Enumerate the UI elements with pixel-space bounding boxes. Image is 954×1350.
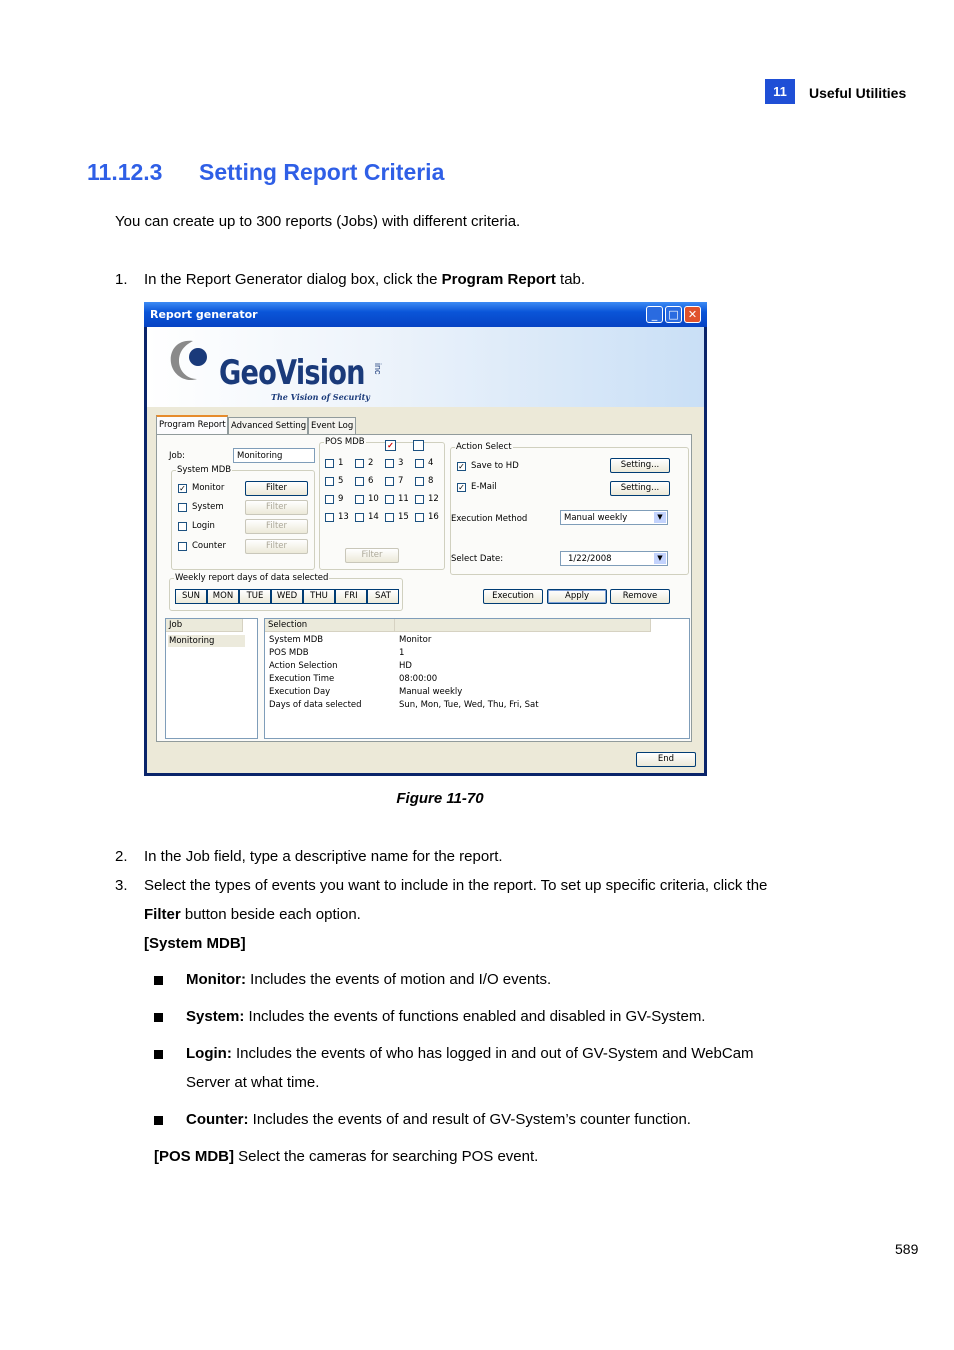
maximize-icon[interactable]: □ — [665, 306, 682, 323]
pos-camera-checkbox[interactable] — [355, 477, 364, 486]
pos-camera-checkbox[interactable] — [355, 459, 364, 468]
pos-camera-checkbox[interactable] — [385, 495, 394, 504]
bullet-icon — [154, 976, 163, 985]
logo-text: GeoVision — [219, 353, 365, 393]
bullet-login: Login: Includes the events of who has logged in and out of GV-System and WebCam — [186, 1045, 754, 1062]
chevron-down-icon[interactable]: ▼ — [654, 512, 666, 523]
monitor-filter-button[interactable]: Filter — [245, 481, 308, 496]
selection-list-header-value[interactable] — [395, 619, 651, 632]
weekly-days-group — [169, 573, 403, 611]
pos-camera-label: 9 — [338, 494, 344, 504]
counter-label: Counter — [192, 541, 226, 551]
pos-camera-checkbox[interactable] — [385, 477, 394, 486]
pos-camera-label: 5 — [338, 476, 344, 486]
chapter-number-badge: 11 — [765, 79, 795, 104]
pos-camera-checkbox[interactable] — [415, 459, 424, 468]
pos-camera-checkbox[interactable] — [325, 495, 334, 504]
apply-button[interactable]: Apply — [547, 589, 607, 604]
pos-camera-label: 3 — [398, 458, 404, 468]
selection-row-key: POS MDB — [269, 648, 309, 658]
system-mdb-heading: [System MDB] — [144, 935, 246, 952]
pos-camera-checkbox[interactable] — [415, 513, 424, 522]
program-report-panel — [156, 434, 692, 742]
bullet-login-continued: Server at what time. — [186, 1074, 320, 1091]
step-text: In the Job field, type a descriptive name for the report. — [144, 848, 503, 865]
pos-camera-checkbox[interactable] — [355, 513, 364, 522]
day-button-wed[interactable]: WED — [271, 589, 303, 604]
bullet-system: System: Includes the events of functions enabled and disabled in GV-System. — [186, 1008, 706, 1025]
step-2 — [115, 848, 503, 865]
end-button[interactable]: End — [636, 752, 696, 767]
job-list-header[interactable]: Job — [166, 619, 243, 632]
chevron-down-icon[interactable]: ▼ — [654, 553, 666, 564]
pos-camera-checkbox[interactable] — [385, 459, 394, 468]
logo-inc: inc — [373, 363, 383, 375]
section-heading — [87, 159, 444, 186]
day-button-sat[interactable]: SAT — [367, 589, 399, 604]
execution-method-select[interactable]: Manual weekly ▼ — [560, 510, 668, 525]
step-1 — [115, 271, 586, 288]
pos-camera-label: 13 — [338, 512, 349, 522]
job-list[interactable] — [165, 618, 258, 739]
pos-camera-label: 7 — [398, 476, 404, 486]
pos-camera-label: 4 — [428, 458, 434, 468]
minimize-icon[interactable]: _ — [646, 306, 663, 323]
remove-button[interactable]: Remove — [610, 589, 670, 604]
step-text: In the Report Generator dialog box, click the Program Report tab. — [144, 271, 586, 288]
counter-filter-button[interactable]: Filter — [245, 539, 308, 554]
close-icon[interactable]: ✕ — [684, 306, 701, 323]
pos-mdb-label: POS MDB — [325, 437, 365, 447]
action-select-label: Action Select — [456, 442, 512, 452]
selection-row-value: 1 — [399, 648, 405, 658]
pos-mdb-group — [319, 437, 445, 570]
section-number: 11.12.3 — [87, 159, 163, 185]
dialog-title: Report generator — [150, 308, 258, 321]
selection-row-key: Action Selection — [269, 661, 338, 671]
pos-camera-checkbox[interactable] — [325, 477, 334, 486]
action-select-group — [450, 442, 689, 575]
job-label: Job: — [169, 451, 185, 461]
pos-filter-button[interactable]: Filter — [345, 548, 399, 563]
figure-caption: Figure 11-70 — [396, 790, 484, 807]
select-date-label: Select Date: — [451, 554, 504, 564]
chapter-title: Useful Utilities — [809, 85, 907, 101]
pos-camera-label: 1 — [338, 458, 344, 468]
login-checkbox[interactable] — [178, 522, 187, 531]
select-date-picker[interactable]: 1/22/2008 ▼ — [560, 551, 668, 566]
tab-event-log[interactable]: Event Log — [308, 417, 356, 434]
pos-camera-label: 16 — [428, 512, 439, 522]
intro-paragraph: You can create up to 300 reports (Jobs) with different criteria. — [115, 213, 521, 230]
weekly-day-buttons — [175, 589, 401, 604]
day-button-mon[interactable]: MON — [207, 589, 239, 604]
pos-select-all-checkbox[interactable]: ✓ — [385, 440, 396, 451]
email-setting-button[interactable]: Setting... — [610, 481, 670, 496]
login-label: Login — [192, 521, 215, 531]
monitor-label: Monitor — [192, 483, 225, 493]
step-number: 3. — [115, 877, 128, 894]
pos-camera-checkbox[interactable] — [415, 477, 424, 486]
step-text: Select the types of events you want to include in the report. To set up specific criteria, click the — [144, 877, 768, 894]
login-filter-button[interactable]: Filter — [245, 519, 308, 534]
selection-row-value: 08:00:00 — [399, 674, 438, 684]
execution-button[interactable]: Execution — [483, 589, 543, 604]
job-list-item[interactable]: Monitoring — [168, 635, 245, 647]
day-button-sun[interactable]: SUN — [175, 589, 207, 604]
page-number: 589 — [895, 1241, 919, 1257]
save-to-hd-label: Save to HD — [471, 461, 519, 471]
bullet-icon — [154, 1116, 163, 1125]
system-mdb-group — [171, 465, 315, 570]
selection-row-key: Execution Time — [269, 674, 335, 684]
selection-row-value: Sun, Mon, Tue, Wed, Thu, Fri, Sat — [399, 700, 539, 710]
selection-row-key: Days of data selected — [269, 700, 362, 710]
bullet-icon — [154, 1050, 163, 1059]
selection-list[interactable] — [264, 618, 690, 739]
pos-camera-checkbox[interactable] — [325, 513, 334, 522]
email-label: E-Mail — [471, 482, 497, 492]
email-checkbox[interactable]: ✓ — [458, 483, 465, 492]
pos-camera-checkbox[interactable] — [325, 459, 334, 468]
job-input[interactable]: Monitoring — [233, 448, 315, 463]
pos-mdb-note: [POS MDB] Select the cameras for searching POS event. — [154, 1148, 539, 1165]
tab-strip — [156, 417, 456, 434]
system-label: System — [192, 502, 224, 512]
selection-row-value: Monitor — [399, 635, 432, 645]
selection-row-value: HD — [399, 661, 412, 671]
bullet-counter: Counter: Includes the events of and result of GV-System’s counter function. — [186, 1111, 691, 1128]
geovision-logo-icon — [167, 337, 211, 385]
pos-camera-label: 2 — [368, 458, 374, 468]
bullet-monitor: Monitor: Includes the events of motion and I/O events. — [186, 971, 552, 988]
section-title: Setting Report Criteria — [199, 159, 445, 185]
day-button-thu[interactable]: THU — [303, 589, 335, 604]
monitor-checkbox[interactable]: ✓ — [179, 484, 186, 493]
pos-camera-checkbox[interactable] — [385, 513, 394, 522]
tab-advanced-setting[interactable]: Advanced Setting — [228, 417, 308, 434]
weekly-days-label: Weekly report days of data selected — [175, 573, 329, 583]
pos-camera-label: 10 — [368, 494, 379, 504]
pos-camera-checkbox[interactable] — [415, 495, 424, 504]
pos-camera-label: 11 — [398, 494, 409, 504]
logo-tagline: The Vision of Security — [271, 392, 370, 402]
save-to-hd-checkbox[interactable]: ✓ — [458, 462, 465, 471]
step-3 — [115, 877, 768, 894]
geovision-banner — [147, 327, 704, 407]
system-filter-button[interactable]: Filter — [245, 500, 308, 515]
pos-camera-checkbox[interactable] — [355, 495, 364, 504]
dialog-body — [147, 327, 704, 773]
selection-row-value: Manual weekly — [399, 687, 463, 697]
pos-camera-label: 14 — [368, 512, 379, 522]
system-checkbox[interactable] — [178, 503, 187, 512]
tab-program-report[interactable]: Program Report — [156, 415, 228, 434]
selection-row-key: Execution Day — [269, 687, 331, 697]
step-number: 1. — [115, 271, 128, 288]
pos-camera-label: 12 — [428, 494, 439, 504]
bullet-icon — [154, 1013, 163, 1022]
day-button-fri[interactable]: FRI — [335, 589, 367, 604]
pos-camera-label: 6 — [368, 476, 374, 486]
selection-list-header[interactable]: Selection — [265, 619, 395, 632]
execution-method-label: Execution Method — [451, 514, 528, 524]
report-generator-dialog — [144, 302, 707, 776]
save-to-hd-setting-button[interactable]: Setting... — [610, 458, 670, 473]
step-number: 2. — [115, 848, 128, 865]
day-button-tue[interactable]: TUE — [239, 589, 271, 604]
selection-row-key: System MDB — [269, 635, 324, 645]
dialog-titlebar — [144, 302, 707, 327]
step-3-continued: Filter button beside each option. — [144, 906, 361, 923]
pos-camera-label: 8 — [428, 476, 434, 486]
pos-clear-all-checkbox[interactable] — [413, 440, 424, 451]
pos-camera-label: 15 — [398, 512, 409, 522]
system-mdb-label: System MDB — [177, 465, 232, 475]
counter-checkbox[interactable] — [178, 542, 187, 551]
